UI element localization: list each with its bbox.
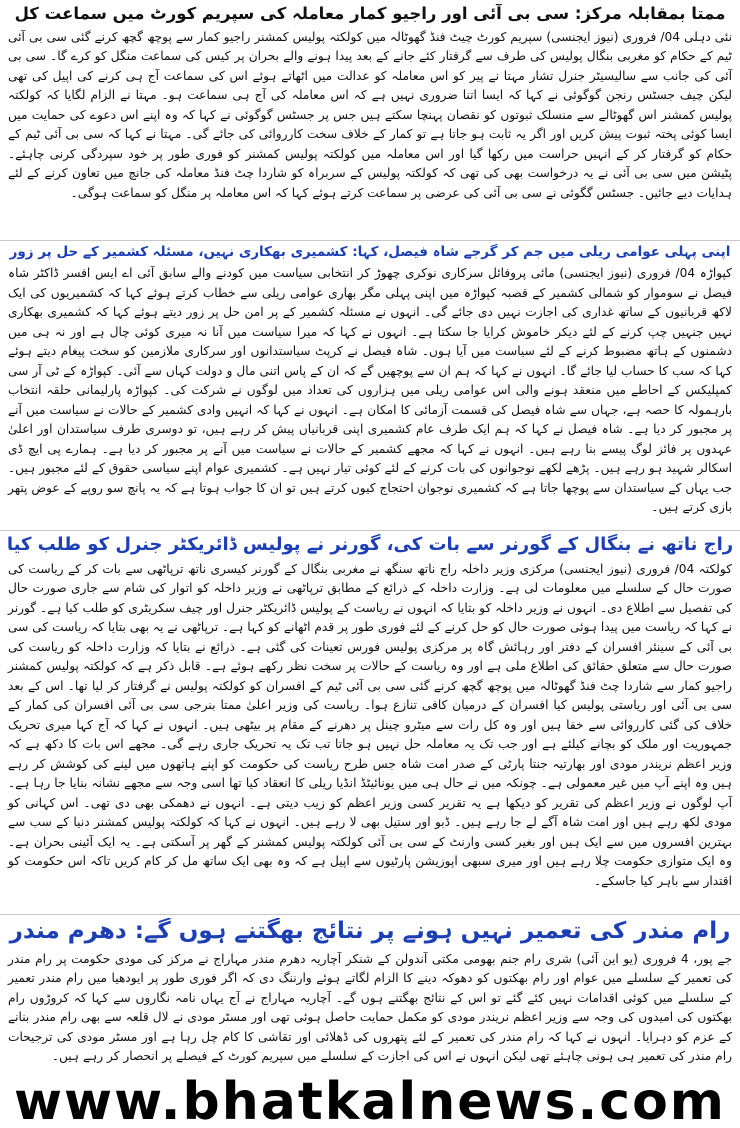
- website-url-footer: www.bhatkalnews.com: [14, 1076, 726, 1128]
- article-headline: اپنی پہلی عوامی ریلی میں جم کر گرجے شاہ فیصل، کہا: کشمیری بھکاری نہیں، مسئلہ کشمیر کے حل پر زور: [9, 244, 731, 260]
- article-headline: راج ناتھ نے بنگال کے گورنر سے بات کی، گورنر نے پولیس ڈائریکٹر جنرل کو طلب کیا: [6, 534, 734, 555]
- divider: [0, 914, 740, 915]
- article-shah-faesal-rally: [6, 244, 734, 518]
- divider: [0, 240, 740, 241]
- article-ram-mandir: [6, 918, 734, 1067]
- article-body: کولکتہ 04/ فروری (نیوز ایجنسی) مرکزی وزیر داخلہ راج ناتھ سنگھ نے مغربی بنگال کے گورنر کیسری ناتھ ترپاٹھی سے بات کر کے ریاست کی صورت حال کے سلسلے میں معلومات لی ہے۔ وزارت داخلہ کے ذرائع کے مطابق ترپاٹھی نے وزیر داخلہ کو اتوار کی شام سے جاری صورت حال کی تفصیل سے اطلاع دی۔ انہوں نے وزیر داخلہ کو بتایا کہ انہوں نے ریاست کے پولیس ڈائریکٹر جنرل اور چیف سکریٹری کو طلب کیا ہے۔ گورنر نے کہا کہ ریاست میں پیدا ہوئی صورت حال کو حل کرنے کے لئے فوری طور پر قدم اٹھانے کو کہا ہے۔ ترپاٹھی نے یہ بھی بتایا کہ ریاست کی سی بی آئی کے سینئر افسران کے دفتر اور رہائش گاہ پر مرکزی پولیس فورس تعینات کی گئی ہے۔ ذرائع نے بتایا کہ وزارت داخلہ کو ریاست کی صورت حال سے متعلق حقائق کی اطلاع ملی ہے اور وہ ریاست کے حالات پر سخت نظر رکھے ہوئے ہے۔ قابل ذکر ہے کہ کولکتہ پولیس کمشنر راجیو کمار سے شاردا چٹ فنڈ گھوٹالہ میں پوچھ گچھ کرنے گئی سی بی آئی ٹیم کے افسران کو کولکتہ پولیس نے گرفتار کر لیا تھا۔ اس کے بعد سی بی آئی اور ریاستی پولیس کیا افسران کے درمیان کافی تنازع ہوا۔ ریاست کی وزیر اعلیٰ ممتا بنرجی سی بی آئی افسران کی کمار کے خلاف کی گئی کارروائی سے خفا ہیں اور وہ کل رات سے میٹرو چینل پر دھرنے کے مقام پر بیٹھی ہیں۔ انہوں نے کہا کہ آج کہا میری تحریک جمہوریت اور ملک کو بچانے کیلئے ہے اور جب تک یہ معاملہ حل نہیں ہو جاتا تب تک یہ تحریک جاری رہے گی۔ مجھے اس بات کا دکھ ہے کہ وزیر اعظم نریندر مودی اور بھارتیہ جنتا پارٹی کے صدر امت شاہ جس طرح ریاست کی حکومت کو اپنے ہاتھوں میں لینے کی کوشش کر رہے ہیں وہ اپنے آپ میں غیر معمولی ہے۔ چونکہ میں نے حال ہی میں یونائیٹڈ انڈیا ریلی کا انعقاد کیا تھا اسی وجہ سے مجھے نشانہ بنایا جا رہا ہے۔ آپ لوگوں نے وزیر اعظم کی تقریر کو دیکھا ہے یہ تقریر کسی وزیر اعظم کو زیب دیتی ہے۔ انہوں نے دھمکی بھی دی تھی۔ اس کہانی کو مودی لکھ رہے ہیں اور امت شاہ آگے لے جا رہے ہیں۔ ڈبو اور ستیل بھی لا رہے ہیں۔ انہوں نے کہا کہ کولکتہ پولیس کمشنر دنیا کے سب سے بہترین افسروں میں سے ایک ہیں اور بغیر کسی وارنٹ کے سی بی آئی کولکتہ پولیس کمشنر کے گھر پر آسکتی ہے۔ یہ ایک آئینی بحران ہے۔ وہ ایک متوازی حکومت چلا رہے ہیں اور میری سبھی اپوزیشن پارٹیوں سے اپیل ہے کہ وہ بھی ایک ساتھ مل کر کام کریں تاکہ اس حکومت کو اقتدار سے باہر کیا جاسکے۔: [8, 561, 732, 888]
- article-rajnath-governor: [6, 534, 734, 891]
- article-body: جے پور، 4 فروری (یو این آئی) شری رام جنم بھومی مکتی آندولن کے شنکر آچاریہ دھرم مندر مہاراج نے مرکز کی مودی حکومت پر رام مندر کی تعمیر کے سلسلے میں عوام اور رام بھکتوں کو دھوکہ دینے کا الزام لگاتے ہوئے وارننگ دی کہ اگر فوری طور پر ایودھیا میں رام مندر تعمیر کے سلسلے میں کوئی اقدامات نہیں کئے گئے تو اس کے نتائج بھگتنے ہوں گے۔ آچاریہ مہاراج نے آج یہاں نامہ نگاروں سے کہا کہ کروڑوں رام بھکتوں کی امیدوں کی وجہ سے وزیر اعظم نریندر مودی کو مکمل حمایت حاصل ہوئی تھی اور مسٹر مودی نے لال قلعہ سے بھی رام مندر بنانے کے عزم کو دہرایا۔ انہوں نے کہا کہ رام مندر کی تعمیر کے لئے پتھروں کی ڈھلائی اور تقاشی کا کام چل رہا ہے اور مسٹر مودی کی ترجیحات رام مندر کی تعمیر ہی ہونی چاہئے تھی لیکن انہوں نے اس کی اجازت کے سلسلے میں سپریم کورٹ کے فیصلے پر انحصار کر رہے ہیں۔: [8, 951, 732, 1064]
- article-headline: ممتا بمقابلہ مرکز: سی بی آئی اور راجیو کمار معاملہ کی سپریم کورٹ میں سماعت کل: [14, 4, 726, 23]
- divider: [0, 530, 740, 531]
- article-headline: رام مندر کی تعمیر نہیں ہونے پر نتائج بھگتنے ہوں گے: دھرم مندر: [9, 918, 731, 944]
- article-body: کپواڑہ 04/ فروری (نیوز ایجنسی) مائی پروفائل سرکاری نوکری چھوڑ کر انتخابی سیاست میں کودنے والے سابق آئی اے ایس افسر ڈاکٹر شاہ فیصل نے سوموار کو شمالی کشمیر کے قصبہ کپواڑہ میں اپنی پہلی مگر بھاری عوامی ریلی سے خطاب کرتے ہوئے کہا کہ کشمیریوں کی ایک لاکھ قربانیوں کے ساتھ غداری کی اجازت نہیں دی جائے گی۔ انہوں نے مسئلہ کشمیر کے پر امن حل پر زور دیتے ہوئے کہا کہ کشمیری بھکاری نہیں جنہیں چپ کرنے کے لئے دیکر خاموش کرایا جا سکتا ہے۔ انہوں نے کہا کہ میرا سیاست میں آنا نہ میری کوئی چال ہے اور نہ ہی میں دشمنوں کے ہاتھ مضبوط کرنے کے لئے سیاست میں آیا ہوں۔ شاہ فیصل نے کرپٹ سیاستدانوں اور سرکاری ملازمین کو سخت پیغام دیتے ہوئے کہا کہ سب کا حساب لیا جائے گا۔ انہوں نے کہا کہ ہم ان سے پوچھیں گے کہ ان کے پاس اتنی مال و دولت کہاں سے آئی۔ کپواڑہ کے ٹی آر سی کمپلیکس کے احاطے میں منعقد ہونے والی اس عوامی ریلی میں ہزاروں کی تعداد میں لوگوں نے شرکت کی۔ کپواڑہ پارلیمانی حلقہ انتخاب بارہمولہ کا حصہ ہے، جہاں سے شاہ فیصل کی قسمت آزمائی کا امکان ہے۔ انہوں نے کہا کہ انہیں وادی کشمیر کے حالات نے سیاست میں آنے پر مجبور کر دیا ہے۔ شاہ فیصل نے کہا کہ ہم ایک طرف عام کشمیری اپنی قربانیاں پیش کر رہے ہیں، تو دوسری طرف سیاستدان اور اعلیٰ عہدوں پر فائز لوگ پیسے بنا رہے ہیں۔ انہوں نے کہا کہ مجھے کشمیر کے حالات نے سیاست میں آنے پر مجبور کر دیا ہے۔ ہمارے پی ایچ ڈی اسکالر شہید ہو رہے ہیں۔ پڑھے لکھے نوجوانوں کی بات کرنے کے لئے کوئی تیار نہیں ہے۔ کشمیری عوام اپنے سیاسی حقوق کے لئے مجبور ہیں۔ جب یہاں کے سیاستدان سے پوچھا جاتا ہے کہ کشمیری نوجوان احتجاج کیوں کرتے ہیں تو ان کا جواب ہوتا ہے کہ یہ پانچ سو روپے کے عوض پتھر بازی کرتے ہیں۔: [8, 266, 732, 515]
- article-mamata-vs-centre: [6, 4, 734, 203]
- article-body: نئی دہلی 04/ فروری (نیوز ایجنسی) سپریم کورٹ چیٹ فنڈ گھوٹالہ میں کولکتہ پولیس کمشنر راجیو کمار سے پوچھ گچھ کرنے گئی سی بی آئی ٹیم کے حکام کو مغربی بنگال پولیس کی طرف سے گرفتار کئے جانے کے بعد پیدا ہونے والے بحران پر کیس کی سماعت منگل کو کرے گا۔ سی بی آئی کی جانب سے سالیسیٹر جنرل تشار مہتا نے پیر کو اس معاملہ کو عدالت میں اٹھاتے ہوئے اس کی سماعت آج ہی کرنے کی اپیل کی تھی لیکن چیف جسٹس رنجن گوگوئی نے کہا کہ ایسا اتنا ضروری نہیں ہے کہ اس معاملہ کی آج ہی سماعت ہو۔ مہتا نے الزام لگایا کہ کولکتہ پولیس کمشنر اس گھوٹالے سے منسلک ثبوتوں کو نقصان پہنچا سکتے ہیں جس پر جسٹس گوگوئی نے کہا کہ وہ اپنے اس دعوے کی حمایت میں ایسا کوئی پختہ ثبوت پیش کریں اور اگر یہ ثابت ہو جاتا ہے تو کمار کے خلاف سخت کارروائی کی جائے گی۔ مہتا نے کہا کہ سی بی آئی ٹیم کے حکام کو گرفتار کر کے انہیں حراست میں رکھا گیا اور اس معاملہ میں کولکتہ پولیس کمشنر کو فوری طور پر خود سپردگی کرنی چاہئے۔ پٹیشن میں سی بی آئی نے یہ درخواست بھی کی تھی کہ کولکتہ پولیس کے سربراہ کو شاردا چٹ فنڈ معاملہ کی جانچ میں تعاون کرنے کے لئے ہدایات دیے جائیں۔ جسٹس گگوئی نے سی بی آئی کی عرضی پر سماعت کرتے ہوئے کہا کہ اس معاملہ پر منگل کو سماعت ہوگی۔: [8, 29, 732, 200]
